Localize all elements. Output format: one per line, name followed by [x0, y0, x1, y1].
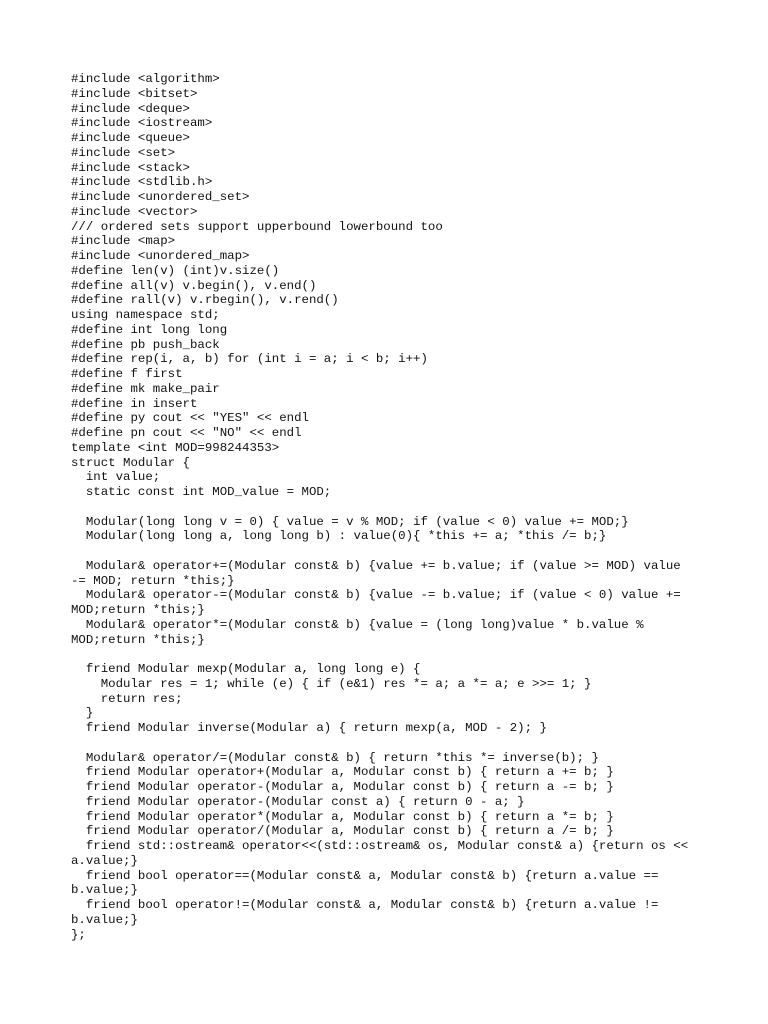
code-line: #include <unordered_set> [71, 190, 250, 204]
code-line: #define py cout << "YES" << endl [71, 411, 309, 426]
code-line: Modular& operator*=(Modular const& b) {value = (long long)value * b.value % [71, 617, 644, 632]
code-line: #define pb push_back [71, 337, 220, 352]
code-line: #include <vector> [71, 204, 198, 219]
code-line: template <int MOD=998244353> [71, 440, 280, 455]
code-line: #include <unordered_map> [71, 249, 250, 263]
code-line: friend Modular operator+(Modular a, Modular const b) { return a += b; } [71, 765, 614, 780]
code-line: Modular& operator/=(Modular const& b) { return *this *= inverse(b); } [71, 750, 599, 765]
code-line: #include <queue> [71, 131, 190, 145]
code-line: static const int MOD_value = MOD; [71, 485, 332, 499]
code-line: Modular res = 1; while (e) { if (e&1) res *= a; a *= a; e >>= 1; } [71, 676, 592, 691]
code-line: #include <stack> [71, 160, 190, 175]
code-line [71, 647, 711, 662]
code-line: Modular(long long v = 0) { value = v % MOD; if (value < 0) value += MOD;} [71, 514, 629, 529]
code-line: Modular& operator+=(Modular const& b) {value += b.value; if (value >= MOD) value [71, 558, 681, 573]
code-line: friend Modular operator-(Modular a, Modular const b) { return a -= b; } [71, 780, 614, 794]
code-line: #define len(v) (int)v.size() [71, 263, 280, 278]
code-line: -= MOD; return *this;} [71, 573, 235, 588]
code-line: MOD;return *this;} [71, 632, 205, 647]
code-line: } [71, 706, 94, 721]
code-line: #define rep(i, a, b) for (int i = a; i < b; i++) [71, 352, 428, 367]
code-line: friend bool operator==(Modular const& a, Modular const& b) {return a.value == [71, 868, 659, 883]
code-line: #include <bitset> [71, 86, 198, 101]
code-line: b.value;} [71, 883, 138, 898]
code-line: }; [71, 927, 86, 942]
code-line: #include <iostream> [71, 116, 213, 131]
code-line: int value; [71, 470, 161, 485]
code-line: friend Modular mexp(Modular a, long long e) { [71, 662, 421, 676]
code-line: Modular& operator-=(Modular const& b) {value -= b.value; if (value < 0) value += [71, 588, 681, 603]
code-line: struct Modular { [71, 455, 190, 470]
code-line: friend bool operator!=(Modular const& a, Modular const& b) {return a.value != [71, 898, 659, 912]
code-line: #include <deque> [71, 101, 190, 116]
code-line: #define mk make_pair [71, 381, 220, 396]
code-line [71, 500, 711, 515]
code-line: friend Modular inverse(Modular a) { return mexp(a, MOD - 2); } [71, 721, 547, 735]
code-line: using namespace std; [71, 308, 220, 322]
code-line: #define all(v) v.begin(), v.end() [71, 278, 317, 293]
code-line: b.value;} [71, 912, 138, 927]
code-line: friend Modular operator*(Modular a, Modular const b) { return a *= b; } [71, 809, 614, 824]
code-line: #define f first [71, 367, 183, 381]
code-line: friend Modular operator-(Modular const a) { return 0 - a; } [71, 794, 525, 809]
code-line: friend std::ostream& operator<<(std::ostream& os, Modular const& a) {return os << [71, 839, 689, 853]
code-line: return res; [71, 691, 183, 706]
code-line: #define pn cout << "NO" << endl [71, 426, 302, 440]
code-line: a.value;} [71, 853, 138, 868]
code-line: #define int long long [71, 322, 228, 337]
code-line: #include <set> [71, 145, 176, 160]
code-line: #include <map> [71, 234, 176, 249]
code-line: #include <stdlib.h> [71, 175, 213, 190]
code-line: #define rall(v) v.rbegin(), v.rend() [71, 293, 339, 308]
code-block [71, 72, 711, 942]
code-line: MOD;return *this;} [71, 603, 205, 617]
code-line: #include <algorithm> [71, 72, 220, 86]
code-line: friend Modular operator/(Modular a, Modular const b) { return a /= b; } [71, 824, 614, 839]
code-line [71, 544, 711, 559]
code-line: Modular(long long a, long long b) : value(0){ *this += a; *this /= b;} [71, 529, 607, 544]
code-line [71, 736, 711, 751]
code-line: /// ordered sets support upperbound lowerbound too [71, 219, 443, 234]
code-line: #define in insert [71, 396, 198, 411]
